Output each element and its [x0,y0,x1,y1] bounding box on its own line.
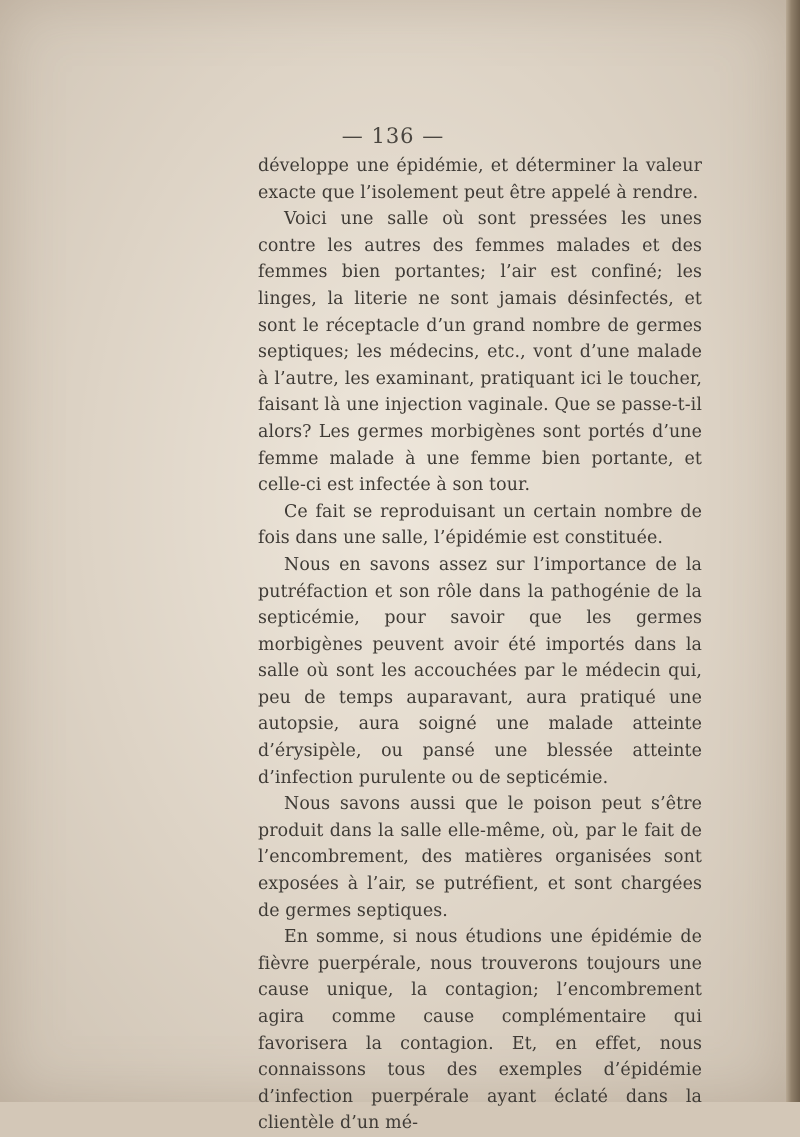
paragraph-continuation: développe une épidémie, et déterminer la valeur exacte que l’isolement peut être appelé à rendre. [258,156,702,203]
paragraph: Ce fait se reproduisant un certain nombre de fois dans une salle, l’épidémie est constituée. [258,501,702,549]
paragraph: Nous en savons assez sur l’importance de la putréfaction et son rôle dans la pathogénie de la septicémie, pour savoir que les germes morbigènes peuvent avoir été importés dans la salle où sont les accouchées par le médecin qui, peu de temps auparavant, aura pratiqué une autopsie, aura soigné une malade atteinte d’érysipèle, ou pansé une blessée atteinte d’infection purulente ou de septicémie. [258,554,702,788]
body-text [258,153,702,1137]
paragraph: Voici une salle où sont pressées les unes contre les autres des femmes malades et des femmes bien portantes; l’air est confiné; les linges, la literie ne sont jamais désinfectés, et sont le réceptacle d’un grand nombre de germes septiques; les médecins, etc., vont d’une malade à l’autre, les examinant, pratiquant ici le toucher, faisant là une injection vaginale. Que se passe-t-il alors? Les germes morbigènes sont portés d’une femme malade à une femme bien portante, et celle-ci est infectée à son tour. [258,209,702,496]
paragraph: Nous savons aussi que le poison peut s’être produit dans la salle elle-même, où, par le fait de l’encombrement, des matières organisées sont exposées à l’air, se putréfient, et sont chargées de germes septiques. [258,794,702,921]
page-number: — 136 — [341,124,445,148]
paragraph: En somme, si nous étudions une épidémie de fièvre puerpérale, nous trouverons toujours une cause unique, la contagion; l’encombrement agira comme cause complémentaire qui favorisera la contagion. Et, en effet, nous connaissons tous des exemples d’épidémie d’infection puerpérale ayant éclaté dans la clientèle d’un mé- [258,927,702,1134]
page-edge [786,0,800,1102]
